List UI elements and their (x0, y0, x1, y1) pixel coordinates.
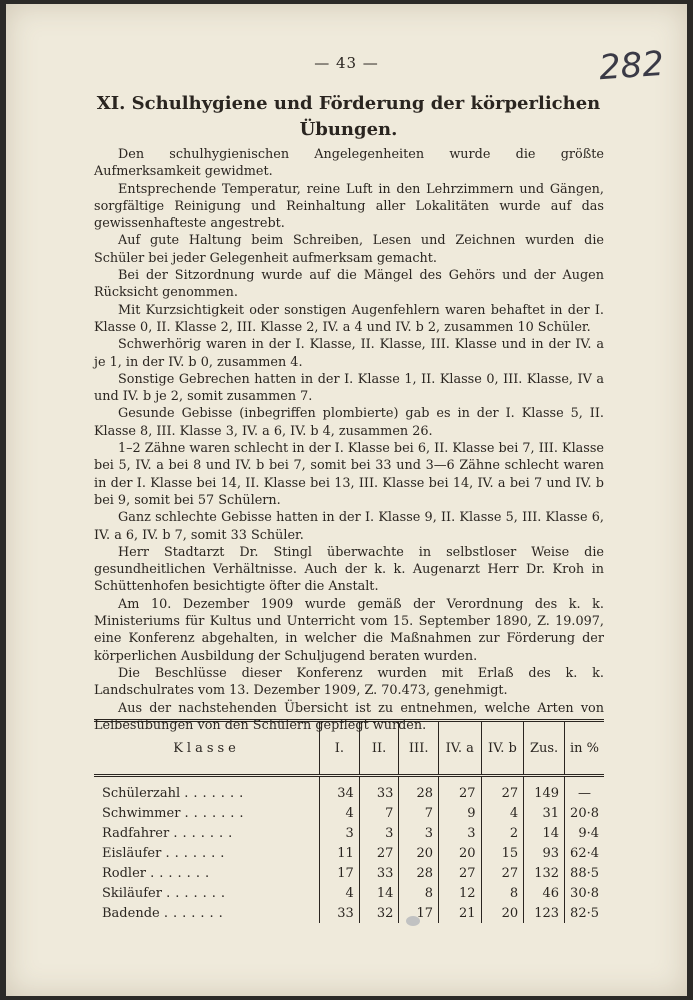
table-cell: 17 (320, 863, 360, 883)
table-cell: 9·4 (565, 823, 604, 843)
table-cell: — (565, 776, 604, 804)
table-cell: 4 (320, 803, 360, 823)
table-cell: 33 (359, 776, 399, 804)
table-cell: 28 (399, 863, 439, 883)
header-cell: II. (359, 721, 399, 776)
table-row (94, 903, 604, 923)
row-label (94, 803, 320, 823)
table-cell: 31 (524, 803, 565, 823)
row-label (94, 843, 320, 863)
header-cell: IV. b (481, 721, 524, 776)
row-label (94, 883, 320, 903)
table-cell: 15 (481, 843, 524, 863)
row-label (94, 903, 320, 923)
table-row (94, 883, 604, 903)
row-label-text: Skiläufer (102, 885, 162, 901)
header-cell: Zus. (524, 721, 565, 776)
table-cell: 12 (439, 883, 482, 903)
table-cell: 27 (439, 863, 482, 883)
table-cell: 82·5 (565, 903, 604, 923)
table-row (94, 823, 604, 843)
table-cell: 88·5 (565, 863, 604, 883)
row-label (94, 823, 320, 843)
header-cell: IV. a (439, 721, 482, 776)
table-row (94, 863, 604, 883)
table-cell: 8 (399, 883, 439, 903)
document-page (6, 4, 687, 996)
leader-dots: ....... (166, 885, 231, 901)
table-cell: 14 (524, 823, 565, 843)
leader-dots: ....... (150, 865, 215, 881)
table-row (94, 776, 604, 804)
exercise-table (94, 719, 604, 923)
table-cell: 20·8 (565, 803, 604, 823)
header-cell: Klasse (94, 721, 320, 776)
table-cell: 27 (481, 776, 524, 804)
table-cell: 14 (359, 883, 399, 903)
table-cell: 7 (399, 803, 439, 823)
table-cell: 17 (399, 903, 439, 923)
paragraph: Gesunde Gebisse (inbegriffen plombierte) gab es in der I. Klasse 5, II. Klasse 8, III. Klasse 3, IV. a 6, IV. b 4, zusammen 26. (94, 406, 604, 439)
row-label-text: Schwimmer (102, 805, 181, 821)
leader-dots: ....... (184, 805, 249, 821)
table-cell: 132 (524, 863, 565, 883)
table-cell: 33 (320, 903, 360, 923)
paragraph: Herr Stadtarzt Dr. Stingl überwachte in selbstloser Weise die gesundheitlichen Verhältnisse. Auch der k. k. Augenarzt Herr Dr. Kroh in Schüttenhofen besichtigte öfter die Anstalt. (94, 544, 604, 595)
table-cell: 123 (524, 903, 565, 923)
table-cell: 8 (481, 883, 524, 903)
table-cell: 20 (481, 903, 524, 923)
paragraph: Bei der Sitzordnung wurde auf die Mängel des Gehörs und der Augen Rücksicht genommen. (94, 268, 604, 301)
table-cell: 93 (524, 843, 565, 863)
table-cell: 32 (359, 903, 399, 923)
table-cell: 21 (439, 903, 482, 923)
table-cell: 11 (320, 843, 360, 863)
paragraph: Ganz schlechte Gebisse hatten in der I. Klasse 9, II. Klasse 5, III. Klasse 6, IV. a 6, IV. b 7, somit 33 Schüler. (94, 510, 604, 543)
ink-stain (406, 916, 420, 926)
table-cell: 3 (359, 823, 399, 843)
table-cell: 3 (439, 823, 482, 843)
paragraph: Die Beschlüsse dieser Konferenz wurden mit Erlaß des k. k. Landschulrates vom 13. Dezember 1909, Z. 70.473, genehmigt. (94, 665, 604, 699)
paragraph: Den schulhygienischen Angelegenheiten wurde die größte Aufmerksamkeit gewidmet. (94, 147, 604, 180)
table-cell: 20 (439, 843, 482, 863)
table-cell: 9 (439, 803, 482, 823)
table-cell: 20 (399, 843, 439, 863)
table-header-row (94, 721, 604, 776)
paragraph: Aus der nachstehenden Übersicht ist zu entnehmen, welche Arten von Leibesübungen von den Schülern gepflegt wurden. (94, 700, 604, 733)
table-cell: 62·4 (565, 843, 604, 863)
table-cell: 3 (320, 823, 360, 843)
table-cell: 7 (359, 803, 399, 823)
row-label-text: Eisläufer (102, 845, 162, 861)
leader-dots: ....... (173, 825, 238, 841)
table-cell: 27 (439, 776, 482, 804)
row-label-text: Rodler (102, 865, 147, 881)
table-cell: 4 (320, 883, 360, 903)
header-cell: III. (399, 721, 439, 776)
section-title-line-2: Übungen. (299, 119, 398, 140)
header-cell: in % (565, 721, 604, 776)
header-cell: I. (320, 721, 360, 776)
leader-dots: ....... (163, 905, 228, 921)
section-title-line-1: XI. Schulhygiene und Förderung der körperlichen (96, 93, 601, 114)
paragraph: 1–2 Zähne waren schlecht in der I. Klasse bei 6, II. Klasse bei 7, III. Klasse bei 5, IV. a bei 8 und IV. b bei 7, somit bei 33 und 3—6 Zähne schlecht waren in der I. Klasse bei 14, II. Klasse bei 13, III. Klasse bei 14, IV. a bei 7 und IV. b bei 9, somit bei 57 Schülern. (94, 441, 604, 508)
section-title (66, 91, 631, 143)
body-text (94, 146, 604, 734)
table-cell: 149 (524, 776, 565, 804)
paragraph: Entsprechende Temperatur, reine Luft in den Lehrzimmern und Gängen, sorgfältige Reinigung und Reinhaltung aller Lokalitäten wurde auf das gewissenhafteste angestrebt. (94, 181, 604, 232)
row-label (94, 776, 320, 804)
table-row (94, 843, 604, 863)
exercise-table-container (94, 719, 604, 923)
leader-dots: ....... (165, 845, 230, 861)
row-label-text: Schülerzahl (102, 785, 181, 801)
row-label (94, 863, 320, 883)
page-number: — 43 — (314, 54, 379, 72)
paragraph: Am 10. Dezember 1909 wurde gemäß der Verordnung des k. k. Ministeriums für Kultus und Unterricht vom 15. September 1890, Z. 19.097, eine Konferenz abgehalten, in welcher die Maßnahmen zur Förderung der körperlichen Ausbildung der Schuljugend beraten wurden. (94, 596, 604, 664)
table-cell: 30·8 (565, 883, 604, 903)
table-cell: 33 (359, 863, 399, 883)
row-label-text: Radfahrer (102, 825, 170, 841)
table-cell: 3 (399, 823, 439, 843)
paragraph: Schwerhörig waren in der I. Klasse, II. Klasse, III. Klasse und in der IV. a je 1, in der IV. b 0, zusammen 4. (94, 337, 604, 370)
table-cell: 27 (359, 843, 399, 863)
table-cell: 27 (481, 863, 524, 883)
row-label-text: Badende (102, 905, 160, 921)
leader-dots: ....... (184, 785, 249, 801)
paragraph: Mit Kurzsichtigkeit oder sonstigen Augenfehlern waren behaftet in der I. Klasse 0, II. Klasse 2, III. Klasse 2, IV. a 4 und IV. b 2, zusammen 10 Schüler. (94, 302, 604, 335)
table-cell: 34 (320, 776, 360, 804)
table-cell: 28 (399, 776, 439, 804)
table-cell: 4 (481, 803, 524, 823)
handwritten-page-number: 282 (597, 43, 666, 89)
table-row (94, 803, 604, 823)
table-cell: 2 (481, 823, 524, 843)
paragraph: Auf gute Haltung beim Schreiben, Lesen und Zeichnen wurden die Schüler bei jeder Gelegenheit aufmerksam gemacht. (94, 233, 604, 266)
paragraph: Sonstige Gebrechen hatten in der I. Klasse 1, II. Klasse 0, III. Klasse, IV a und IV. b je 2, somit zusammen 7. (94, 371, 604, 405)
table-cell: 46 (524, 883, 565, 903)
